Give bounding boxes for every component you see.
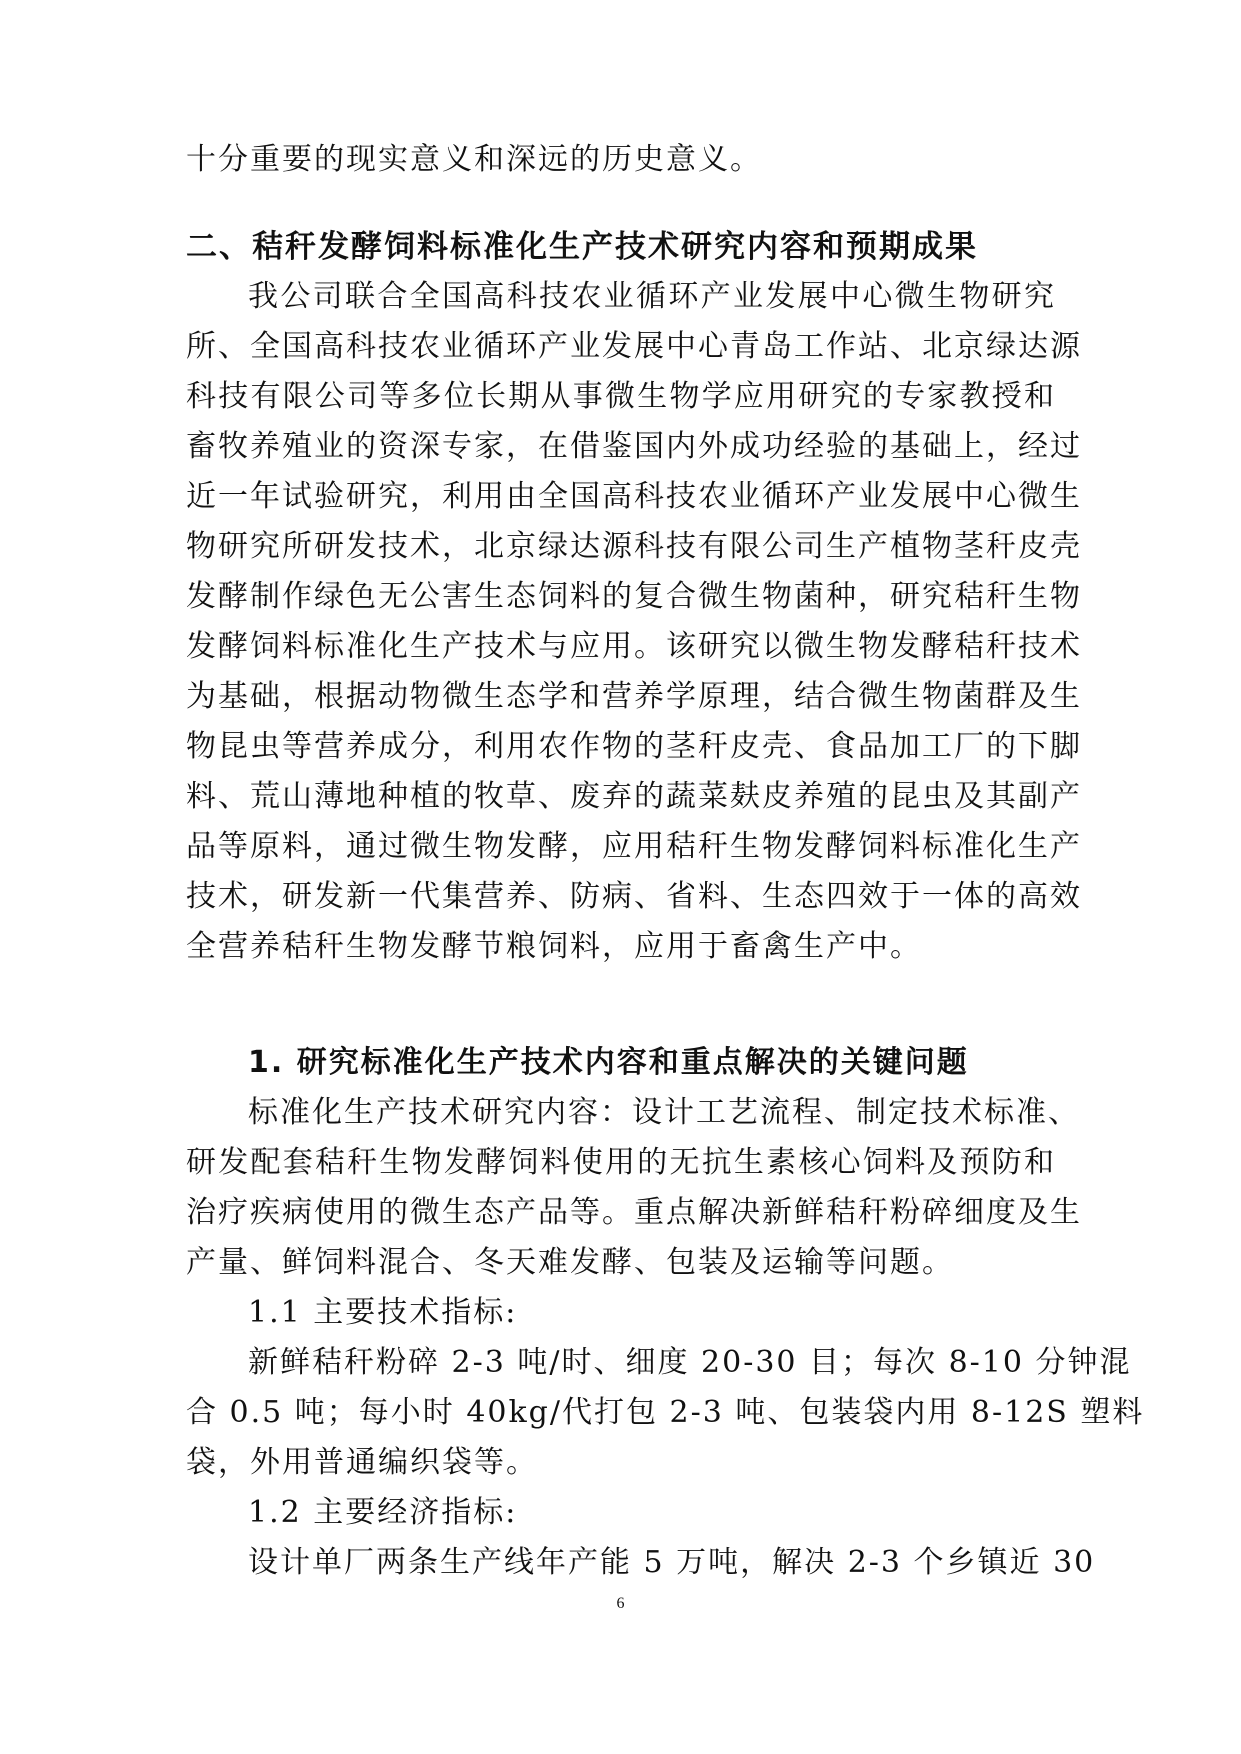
- body-text-line: 我公司联合全国高科技农业循环产业发展中心微生物研究: [248, 279, 1056, 314]
- body-text-line: 品等原料，通过微生物发酵，应用秸秆生物发酵饲料标准化生产: [186, 829, 1082, 864]
- body-text-line: 料、荒山薄地种植的牧草、废弃的蔬菜麸皮养殖的昆虫及其副产: [186, 779, 1082, 814]
- section-heading: 二、秸秆发酵饲料标准化生产技术研究内容和预期成果: [186, 229, 978, 265]
- subsubsection-label: 1.1 主要技术指标:: [248, 1295, 518, 1330]
- body-text-line: 为基础，根据动物微生态学和营养学原理，结合微生物菌群及生: [186, 679, 1082, 714]
- body-text-line: 发酵制作绿色无公害生态饲料的复合微生物菌种，研究秸秆生物: [186, 579, 1082, 614]
- body-text-line: 物昆虫等营养成分，利用农作物的茎秆皮壳、食品加工厂的下脚: [186, 729, 1082, 764]
- subsubsection-label: 1.2 主要经济指标:: [248, 1495, 518, 1530]
- body-text-line: 所、全国高科技农业循环产业发展中心青岛工作站、北京绿达源: [186, 329, 1082, 364]
- page-number: 6: [616, 1595, 625, 1612]
- body-text-line: 袋，外用普通编织袋等。: [186, 1445, 538, 1480]
- body-text-line: 近一年试验研究，利用由全国高科技农业循环产业发展中心微生: [186, 479, 1082, 514]
- body-text-line: 技术，研发新一代集营养、防病、省料、生态四效于一体的高效: [186, 879, 1082, 914]
- body-text-line: 标准化生产技术研究内容：设计工艺流程、制定技术标准、: [248, 1095, 1080, 1130]
- body-text-line: 新鲜秸秆粉碎 2-3 吨/时、细度 20-30 目；每次 8-10 分钟混: [248, 1345, 1132, 1380]
- subsection-heading: 1. 研究标准化生产技术内容和重点解决的关键问题: [248, 1045, 969, 1080]
- body-text-line: 研发配套秸秆生物发酵饲料使用的无抗生素核心饲料及预防和: [186, 1145, 1056, 1180]
- body-text-line: 设计单厂两条生产线年产能 5 万吨，解决 2-3 个乡镇近 30: [248, 1545, 1096, 1580]
- body-text-line: 合 0.5 吨；每小时 40kg/代打包 2-3 吨、包装袋内用 8-12S 塑料: [186, 1395, 1145, 1430]
- body-text-line: 产量、鲜饲料混合、冬天难发酵、包装及运输等问题。: [186, 1245, 954, 1280]
- body-text-line: 全营养秸秆生物发酵节粮饲料，应用于畜禽生产中。: [186, 929, 922, 964]
- body-text-line: 十分重要的现实意义和深远的历史意义。: [186, 142, 762, 177]
- body-text-line: 物研究所研发技术，北京绿达源科技有限公司生产植物茎秆皮壳: [186, 529, 1082, 564]
- body-text-line: 治疗疾病使用的微生态产品等。重点解决新鲜秸秆粉碎细度及生: [186, 1195, 1082, 1230]
- body-text-line: 发酵饲料标准化生产技术与应用。该研究以微生物发酵秸秆技术: [186, 629, 1082, 664]
- body-text-line: 科技有限公司等多位长期从事微生物学应用研究的专家教授和: [186, 379, 1056, 414]
- body-text-line: 畜牧养殖业的资深专家，在借鉴国内外成功经验的基础上，经过: [186, 429, 1082, 464]
